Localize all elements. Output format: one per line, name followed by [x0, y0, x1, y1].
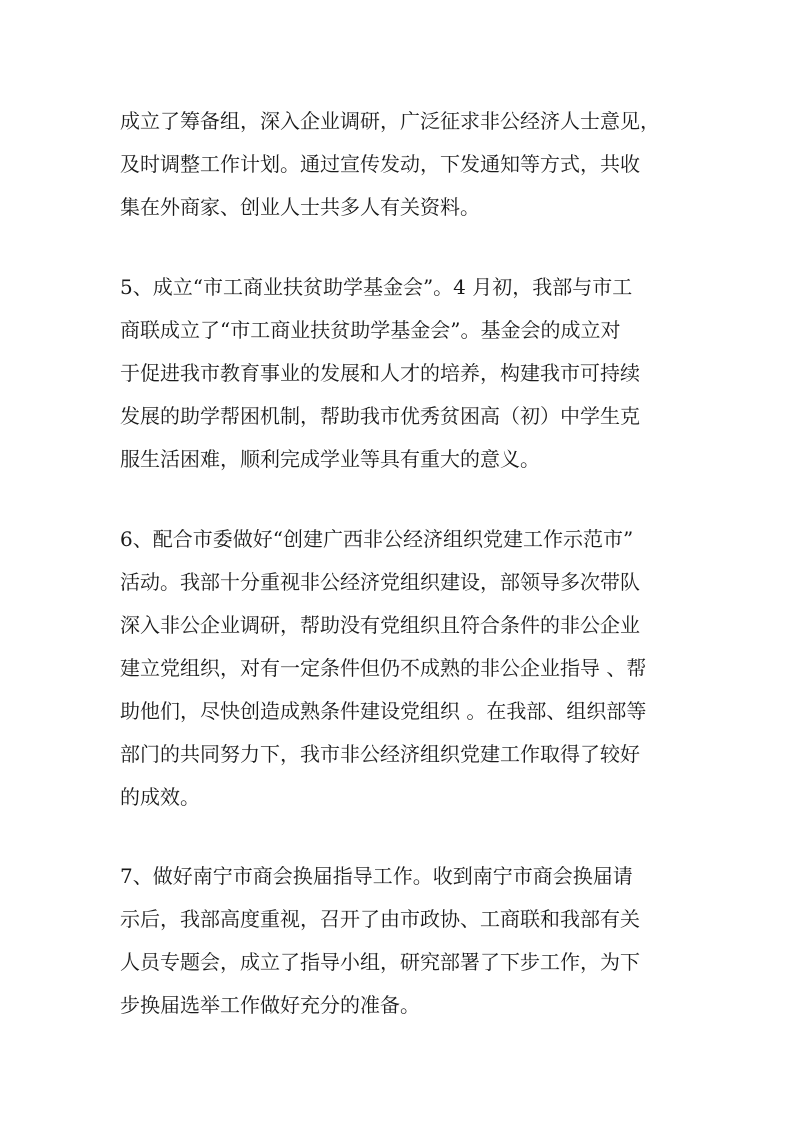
text-line: 发展的助学帮困机制，帮助我市优秀贫困高（初）中学生克: [120, 404, 640, 428]
text-line: 步换届选举工作做好充分的准备。: [120, 993, 420, 1017]
text-line: 部门的共同努力下，我市非公经济组织党建工作取得了较好: [120, 742, 640, 766]
text-line: 建立党组织，对有一定条件但仍不成熟的非公企业指导 、帮: [120, 656, 647, 680]
paragraph-item-5-foundation: [120, 266, 680, 481]
paragraph-preparation-group: [120, 100, 680, 229]
paragraph-item-7-chamber-election: [120, 855, 680, 1027]
text-line: 的成效。: [120, 785, 200, 809]
text-line: 6、配合市委做好“创建广西非公经济组织党建工作示范市”: [120, 527, 634, 551]
text-line: 及时调整工作计划。通过宣传发动，下发通知等方式，共收: [120, 152, 640, 176]
text-line: 人员专题会，成立了指导小组，研究部署了下步工作，为下: [120, 950, 640, 974]
text-line: 于促进我市教育事业的发展和人才的培养，构建我市可持续: [120, 361, 640, 385]
text-line: 商联成立了“市工商业扶贫助学基金会”。基金会的成立对: [120, 318, 621, 342]
text-line: 成立了筹备组，深入企业调研，广泛征求非公经济人士意见，: [120, 109, 660, 133]
text-line: 活动。我部十分重视非公经济党组织建设，部领导多次带队: [120, 570, 640, 594]
paragraph-item-6-party-building: [120, 518, 680, 819]
text-line: 7、做好南宁市商会换届指导工作。收到南宁市商会换届请: [120, 864, 633, 888]
text-line: 服生活困难，顺利完成学业等具有重大的意义。: [120, 447, 540, 471]
text-line: 示后，我部高度重视，召开了由市政协、工商联和我部有关: [120, 907, 640, 931]
text-line: 5、成立“市工商业扶贫助学基金会”。4 月初，我部与市工: [120, 275, 633, 299]
text-line: 深入非公企业调研，帮助没有党组织且符合条件的非公企业: [120, 613, 640, 637]
text-line: 集在外商家、创业人士共多人有关资料。: [120, 195, 480, 219]
text-line: 助他们，尽快创造成熟条件建设党组织 。在我部、组织部等: [120, 699, 647, 723]
